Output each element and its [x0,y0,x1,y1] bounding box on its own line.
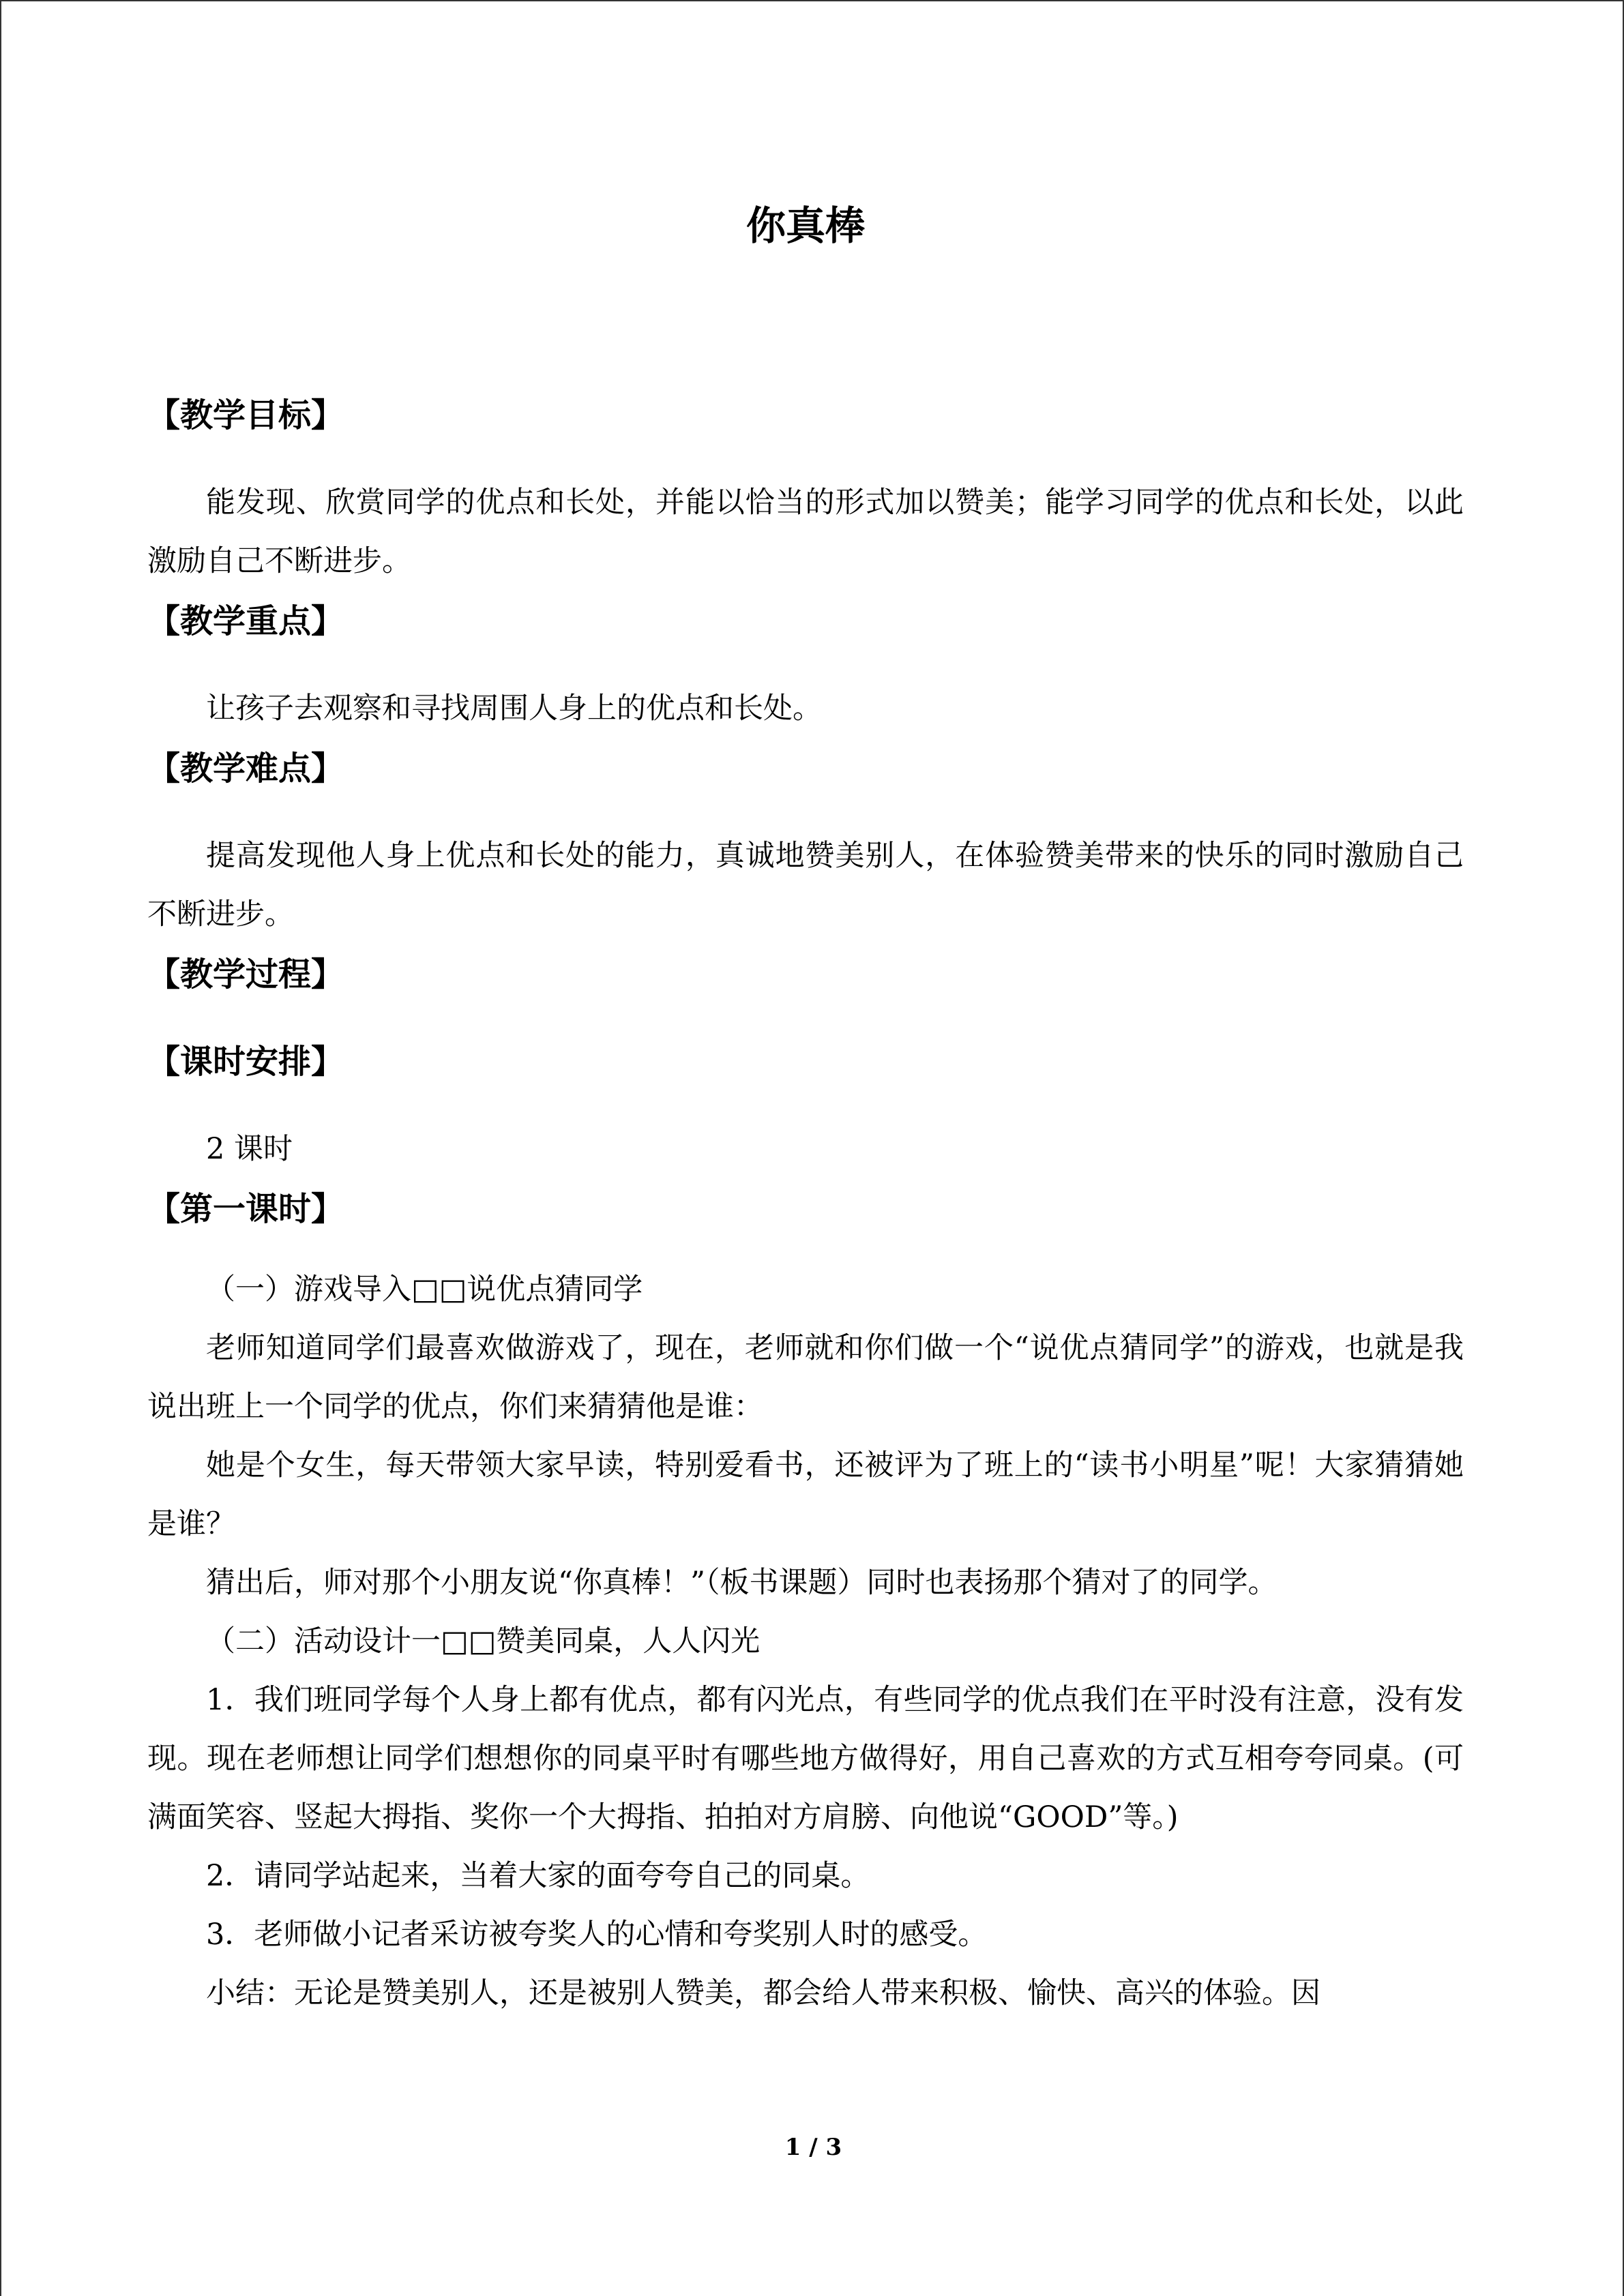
heading-lesson-one: 【第一课时】 [147,1190,344,1228]
heading-key-points: 【教学重点】 [147,602,344,640]
heading-schedule: 【课时安排】 [147,1043,344,1081]
heading-process: 【教学过程】 [147,955,344,994]
lesson-one-paragraph: 3．老师做小记者采访被夸奖人的心情和夸奖别人时的感受。 [206,1918,988,1952]
difficulties-text: 提高发现他人身上优点和长处的能力，真诚地赞美别人，在体验赞美带来的快乐的同时激励自己不断进步。 [147,839,1464,931]
schedule-text: 2 课时 [206,1132,293,1166]
lesson-one-paragraph: （二）活动设计一□□赞美同桌，人人闪光 [206,1624,761,1658]
page-number: 1 / 3 [784,2134,842,2161]
objectives-text: 能发现、欣赏同学的优点和长处，并能以恰当的形式加以赞美；能学习同学的优点和长处，以此激励自己不断进步。 [147,486,1464,578]
lesson-one-paragraph: （一）游戏导入□□说优点猜同学 [206,1272,643,1307]
lesson-one-paragraph: 2．请同学站起来，当着大家的面夸夸自己的同桌。 [206,1859,870,1893]
lesson-one-paragraph: 她是个女生，每天带领大家早读，特别爱看书，还被评为了班上的“读书小明星”呢！大家猜猜她是谁？ [147,1448,1464,1541]
lesson-one-paragraph: 老师知道同学们最喜欢做游戏了，现在，老师就和你们做一个“说优点猜同学”的游戏，也就是我说出班上一个同学的优点，你们来猜猜他是谁： [147,1331,1464,1424]
lesson-one-paragraph: 小结：无论是赞美别人，还是被别人赞美，都会给人带来积极、愉快、高兴的体验。因 [206,1976,1320,2010]
heading-difficulties: 【教学难点】 [147,749,344,788]
page-title: 你真棒 [745,203,865,249]
document-body [147,385,1464,2023]
lesson-one-paragraph: 1．我们班同学每个人身上都有优点，都有闪光点，有些同学的优点我们在平时没有注意，没有发现。现在老师想让同学们想想你的同桌平时有哪些地方做得好，用自己喜欢的方式互相夸夸同桌。(可满面笑容、竖起大拇指、奖你一个大拇指、拍拍对方肩膀、向他说“GOOD”等。) [147,1683,1464,1834]
heading-objectives: 【教学目标】 [147,396,344,434]
key-points-text: 让孩子去观察和寻找周围人身上的优点和长处。 [206,691,822,726]
lesson-one-paragraph: 猜出后，师对那个小朋友说“你真棒！”（板书课题）同时也表扬那个猜对了的同学。 [206,1566,1278,1600]
